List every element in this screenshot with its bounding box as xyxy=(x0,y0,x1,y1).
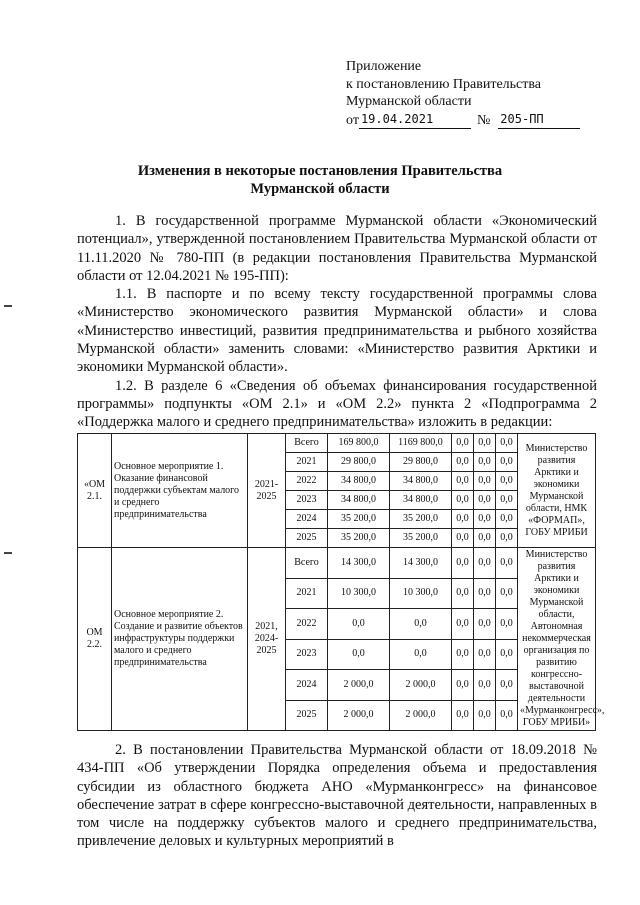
other-sources-cell: 0,0 xyxy=(496,472,518,491)
year-cell: 2024 xyxy=(286,510,328,529)
regional-budget-cell: 1169 800,0 xyxy=(390,434,452,453)
number-label: № xyxy=(476,112,491,128)
year-cell: 2023 xyxy=(286,491,328,510)
total-cell: 29 800,0 xyxy=(328,453,390,472)
regional-budget-cell: 14 300,0 xyxy=(390,548,452,579)
body-section-1 xyxy=(77,212,597,432)
regional-budget-cell: 35 200,0 xyxy=(390,510,452,529)
federal-budget-cell: 0,0 xyxy=(452,434,474,453)
year-cell: 2022 xyxy=(286,609,328,640)
other-sources-cell: 0,0 xyxy=(496,670,518,701)
other-sources-cell: 0,0 xyxy=(496,529,518,548)
total-cell: 35 200,0 xyxy=(328,529,390,548)
measure-code-cell: ОМ 2.2. xyxy=(78,548,112,731)
federal-budget-cell: 0,0 xyxy=(452,472,474,491)
total-cell: 34 800,0 xyxy=(328,472,390,491)
local-budget-cell: 0,0 xyxy=(474,529,496,548)
period-cell: 2021-2025 xyxy=(248,434,286,548)
paragraph: 1. В государственной программе Мурманской области «Экономический потенциал», утвержденной постановлением Правительства Мурманской области от 11.11.2020 № 780-ПП (в редакции постановления Правительства Мурманской области от 12.04.2021 № 195-ПП): xyxy=(77,213,597,284)
total-cell: 10 300,0 xyxy=(328,578,390,609)
table-row xyxy=(78,548,596,579)
other-sources-cell: 0,0 xyxy=(496,434,518,453)
regional-budget-cell: 10 300,0 xyxy=(390,578,452,609)
body-section-2 xyxy=(77,741,597,851)
year-cell: Всего xyxy=(286,548,328,579)
appendix-line: Мурманской области xyxy=(346,94,472,109)
title-line: Мурманской области xyxy=(250,181,390,197)
title-line: Изменения в некоторые постановления Правительства xyxy=(137,163,503,179)
local-budget-cell: 0,0 xyxy=(474,700,496,731)
financing-table xyxy=(77,433,605,731)
paragraph: 2. В постановлении Правительства Мурманской области от 18.09.2018 № 434-ПП «Об утверждении Порядка определения объема и предоставления субсидии из областного бюджета АНО «Мурманконгресс» на финансовое обеспечение затрат в сфере конгрессно-выставочной деятельности, направленных в том числе на поддержку субъектов малого и среднего предпринимательства, привлечение деловых и культурных мероприятий в xyxy=(77,742,597,850)
regional-budget-cell: 2 000,0 xyxy=(390,670,452,701)
federal-budget-cell: 0,0 xyxy=(452,491,474,510)
other-sources-cell: 0,0 xyxy=(496,700,518,731)
regional-budget-cell: 2 000,0 xyxy=(390,700,452,731)
federal-budget-cell: 0,0 xyxy=(452,578,474,609)
federal-budget-cell: 0,0 xyxy=(452,548,474,579)
federal-budget-cell: 0,0 xyxy=(452,700,474,731)
total-cell: 2 000,0 xyxy=(328,670,390,701)
appendix-date-row xyxy=(346,111,580,130)
regional-budget-cell: 29 800,0 xyxy=(390,453,452,472)
year-cell: 2024 xyxy=(286,670,328,701)
year-cell: Всего xyxy=(286,434,328,453)
other-sources-cell: 0,0 xyxy=(496,639,518,670)
year-cell: 2025 xyxy=(286,700,328,731)
federal-budget-cell: 0,0 xyxy=(452,609,474,640)
regional-budget-cell: 34 800,0 xyxy=(390,491,452,510)
total-cell: 169 800,0 xyxy=(328,434,390,453)
year-cell: 2025 xyxy=(286,529,328,548)
appendix-line: к постановлению Правительства xyxy=(346,76,542,92)
federal-budget-cell: 0,0 xyxy=(452,639,474,670)
table-row xyxy=(78,434,596,453)
total-cell: 34 800,0 xyxy=(328,491,390,510)
decree-date: 19.04.2021 xyxy=(359,111,471,130)
federal-budget-cell: 0,0 xyxy=(452,670,474,701)
year-cell: 2022 xyxy=(286,472,328,491)
federal-budget-cell: 0,0 xyxy=(452,510,474,529)
paragraph: 1.1. В паспорте и по всему тексту государственной программы слова «Министерство экономического развития Мурманской области» и слова «Министерство инвестиций, развития предпринимательства и рыбного хозяйства Мурманской области» заменить словами: «Министерство развития Арктики и экономики Мурманской области». xyxy=(77,286,597,376)
local-budget-cell: 0,0 xyxy=(474,609,496,640)
measure-name-cell: Основное мероприятие 1. Оказание финансовой поддержки субъектам малого и среднего предпринимательства xyxy=(112,434,248,548)
local-budget-cell: 0,0 xyxy=(474,453,496,472)
local-budget-cell: 0,0 xyxy=(474,639,496,670)
scan-mark xyxy=(4,305,12,307)
local-budget-cell: 0,0 xyxy=(474,548,496,579)
from-label: от xyxy=(346,112,359,128)
local-budget-cell: 0,0 xyxy=(474,670,496,701)
measure-name-cell: Основное мероприятие 2. Создание и развитие объектов инфраструктуры поддержки малого и среднего предпринимательства xyxy=(112,548,248,731)
local-budget-cell: 0,0 xyxy=(474,510,496,529)
other-sources-cell: 0,0 xyxy=(496,453,518,472)
other-sources-cell: 0,0 xyxy=(496,609,518,640)
year-cell: 2023 xyxy=(286,639,328,670)
other-sources-cell: 0,0 xyxy=(496,510,518,529)
period-cell: 2021, 2024-2025 xyxy=(248,548,286,731)
total-cell: 14 300,0 xyxy=(328,548,390,579)
paragraph: 1.2. В разделе 6 «Сведения об объемах финансирования государственной программы» подпункты «ОМ 2.1» и «ОМ 2.2» пункта 2 «Подпрограмма 2 «Поддержка малого и среднего предпринимательства» изложить в редакции: xyxy=(77,377,597,431)
scan-mark xyxy=(4,552,12,554)
total-cell: 35 200,0 xyxy=(328,510,390,529)
appendix-header xyxy=(346,58,580,129)
federal-budget-cell: 0,0 xyxy=(452,529,474,548)
measure-code-cell: «ОМ 2.1. xyxy=(78,434,112,548)
document-title xyxy=(0,162,640,198)
other-sources-cell: 0,0 xyxy=(496,491,518,510)
federal-budget-cell: 0,0 xyxy=(452,453,474,472)
year-cell: 2021 xyxy=(286,578,328,609)
regional-budget-cell: 0,0 xyxy=(390,639,452,670)
decree-number: 205-ПП xyxy=(498,111,580,130)
regional-budget-cell: 35 200,0 xyxy=(390,529,452,548)
total-cell: 0,0 xyxy=(328,609,390,640)
local-budget-cell: 0,0 xyxy=(474,434,496,453)
other-sources-cell: 0,0 xyxy=(496,548,518,579)
local-budget-cell: 0,0 xyxy=(474,472,496,491)
regional-budget-cell: 0,0 xyxy=(390,609,452,640)
local-budget-cell: 0,0 xyxy=(474,491,496,510)
local-budget-cell: 0,0 xyxy=(474,578,496,609)
other-sources-cell: 0,0 xyxy=(496,578,518,609)
total-cell: 0,0 xyxy=(328,639,390,670)
total-cell: 2 000,0 xyxy=(328,700,390,731)
executor-cell: Министерство развития Арктики и экономики Мурманской области, НМК «ФОРМАП», ГОБУ МРИБИ xyxy=(518,434,596,548)
appendix-line: Приложение xyxy=(346,59,422,74)
regional-budget-cell: 34 800,0 xyxy=(390,472,452,491)
executor-cell: Министерство развития Арктики и экономики Мурманской области, Автономная некоммерческая организация по развитию конгрессно-выставочной деятельности «Мурманконгресс», ГОБУ МРИБИ» xyxy=(518,548,596,731)
year-cell: 2021 xyxy=(286,453,328,472)
